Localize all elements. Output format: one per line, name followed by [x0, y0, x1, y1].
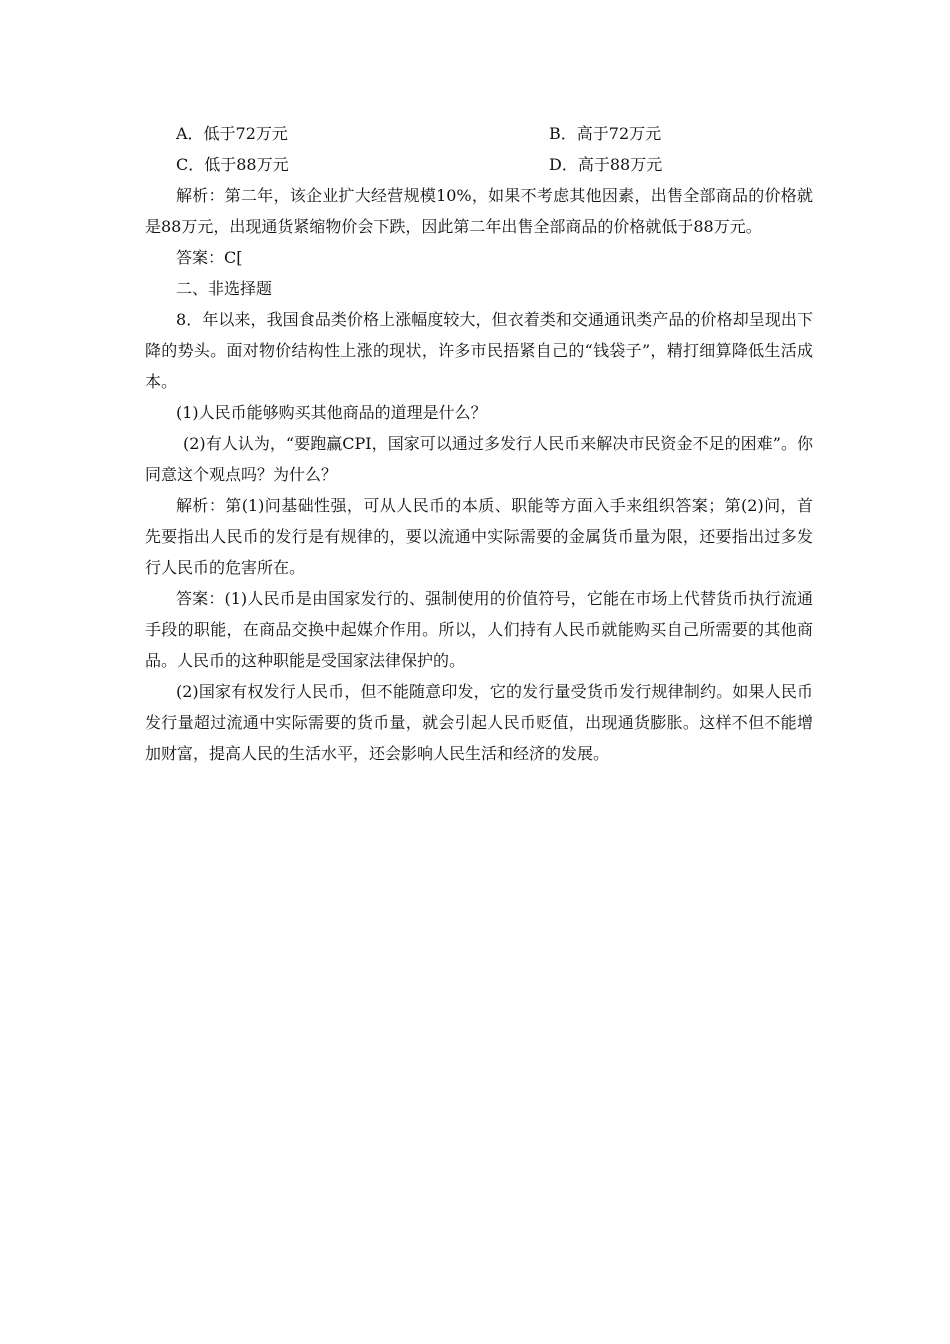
option-a: A．低于72万元 — [176, 124, 288, 143]
option-b: B．高于72万元 — [549, 124, 662, 143]
analysis-q7: 解析：第二年，该企业扩大经营规模10%，如果不考虑其他因素，出售全部商品的价格就是88万元，出现通货紧缩物价会下跌，因此第二年出售全部商品的价格就低于88万元。 — [145, 186, 813, 236]
answer-q7: 答案：C[ — [176, 248, 243, 267]
question8-sub2: (2)有人认为，“要跑赢CPI，国家可以通过多发行人民币来解决市民资金不足的困难”。你同意这个观点吗？为什么？ — [145, 434, 813, 484]
options-row-ab — [145, 118, 813, 149]
question8-analysis: 解析：第(1)问基础性强，可从人民币的本质、职能等方面入手来组织答案；第(2)问，首先要指出人民币的发行是有规律的，要以流通中实际需要的金属货币量为限，还要指出过多发行人民币的危害所在。 — [145, 496, 813, 577]
question8-stem: 8．年以来，我国食品类价格上涨幅度较大，但衣着类和交通通讯类产品的价格却呈现出下降的势头。面对物价结构性上涨的现状，许多市民捂紧自己的“钱袋子”，精打细算降低生活成本。 — [145, 310, 813, 391]
question8-answer1: 答案：(1)人民币是由国家发行的、强制使用的价值符号，它能在市场上代替货币执行流通手段的职能，在商品交换中起媒介作用。所以，人们持有人民币就能购买自己所需要的其他商品。人民币的这种职能是受国家法律保护的。 — [145, 589, 813, 670]
options-row-cd — [145, 149, 813, 180]
page-content — [145, 118, 813, 769]
section-title: 二、非选择题 — [176, 279, 273, 298]
question8-answer2: (2)国家有权发行人民币，但不能随意印发，它的发行量受货币发行规律制约。如果人民币发行量超过流通中实际需要的货币量，就会引起人民币贬值，出现通货膨胀。这样不但不能增加财富，提高人民的生活水平，还会影响人民生活和经济的发展。 — [145, 682, 813, 763]
option-c: C．低于88万元 — [176, 155, 289, 174]
option-d: D．高于88万元 — [549, 155, 663, 174]
question8-sub1: (1)人民币能够购买其他商品的道理是什么？ — [176, 403, 487, 422]
